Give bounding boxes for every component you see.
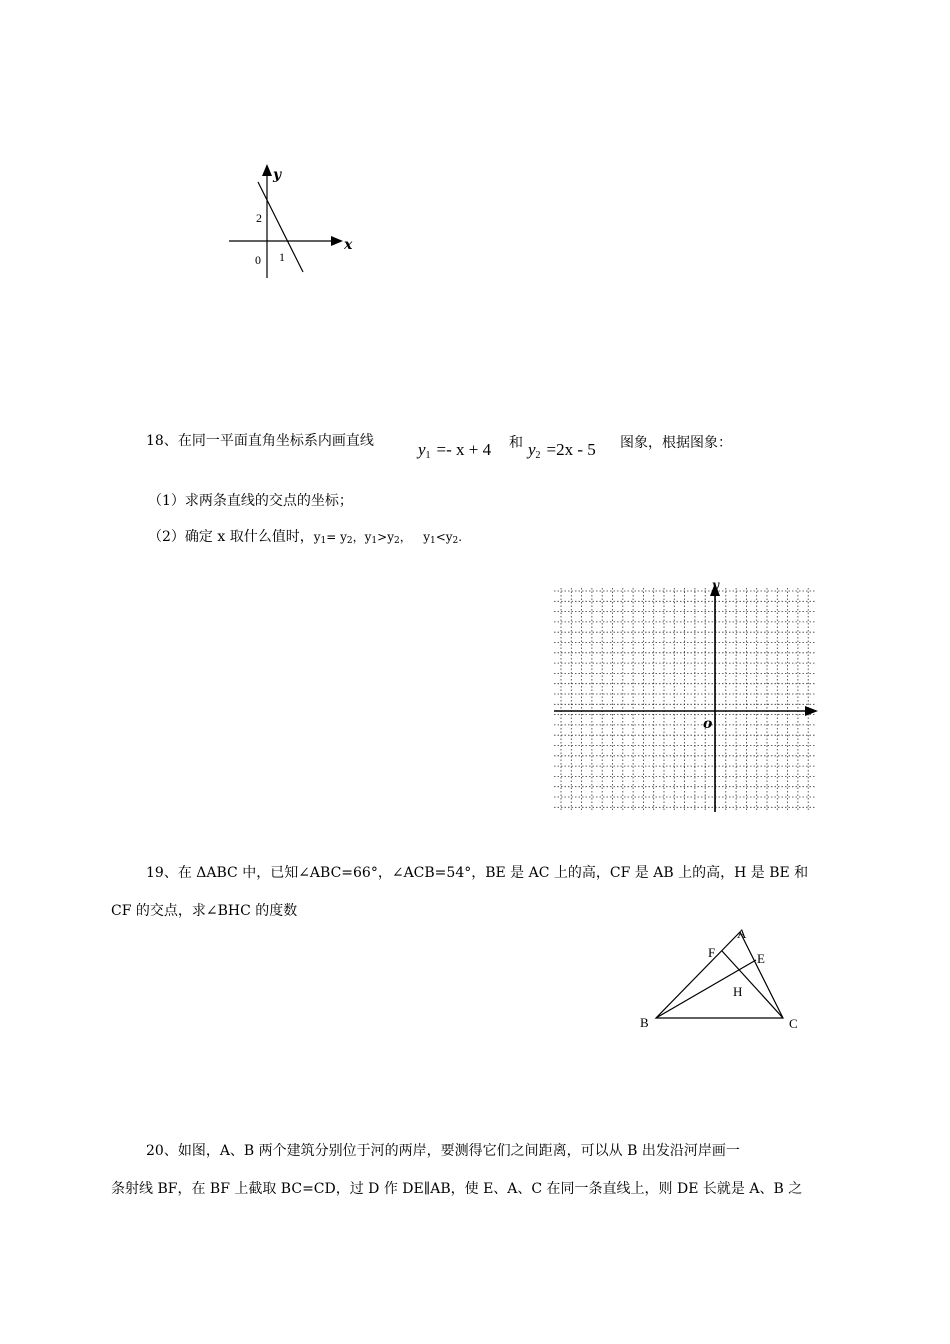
fig17-tick-x: 1 — [279, 250, 285, 264]
point-h-label: H — [733, 984, 743, 999]
y-axis-arrow-icon — [262, 164, 272, 176]
q20-line-1: 20、如图，A、B 两个建筑分别位于河的两岸，要测得它们之间距离，可以从 B 出发沿河岸画一 — [146, 1143, 740, 1159]
q18-equation-2: $y_2 =2x - 5$ — [528, 440, 596, 461]
x-axis-arrow-icon — [331, 236, 343, 246]
q18-part-2: （2）确定 x 取什么值时，$y_1= y_2$，$y_1>y_2$， $y_1<y_2$. — [148, 529, 463, 546]
question-18-stem — [146, 430, 374, 450]
point-f-label: F — [708, 945, 716, 960]
coordinate-grid — [550, 578, 825, 816]
point-e-label: E — [757, 951, 765, 966]
q18-and: 和 — [509, 435, 523, 451]
q20-line-2: 条射线 BF，在 BF 上截取 BC=CD，过 D 作 DE∥AB，使 E、A、C 在同一条直线上，则 DE 长就是 A、B 之 — [111, 1181, 803, 1197]
fig17-y-label: y — [273, 167, 282, 183]
altitude-cf — [722, 951, 783, 1018]
vertex-a-label: A — [737, 926, 747, 941]
fig17-origin: 0 — [255, 253, 261, 267]
fig17-tick-y: 2 — [256, 211, 262, 225]
triangle-abc — [656, 932, 783, 1018]
q18-prefix: 18、在同一平面直角坐标系内画直线 — [146, 433, 374, 449]
grid-origin-label: o — [703, 716, 713, 732]
q18-equation-1: $y_1 =- x + 4$ — [418, 440, 492, 461]
q19-line-2: CF 的交点，求∠BHC 的度数 — [111, 903, 298, 919]
vertex-b-label: B — [640, 1015, 649, 1030]
fig17-x-label: x — [344, 237, 353, 253]
line-graph-figure — [225, 160, 365, 285]
vertex-c-label: C — [789, 1016, 798, 1031]
grid-y-label: y — [712, 578, 719, 592]
grid-lines — [554, 588, 816, 812]
q19-line-1: 19、在 ΔABC 中，已知∠ABC=66°，∠ACB=54°，BE 是 AC 上的高，CF 是 AB 上的高，H 是 BE 和 — [146, 865, 809, 881]
q18-suffix: 图象，根据图象： — [620, 435, 732, 451]
triangle-figure — [640, 920, 810, 1035]
q18-part-1: （1）求两条直线的交点的坐标； — [148, 493, 353, 509]
grid-x-axis-arrow-icon — [805, 706, 818, 716]
